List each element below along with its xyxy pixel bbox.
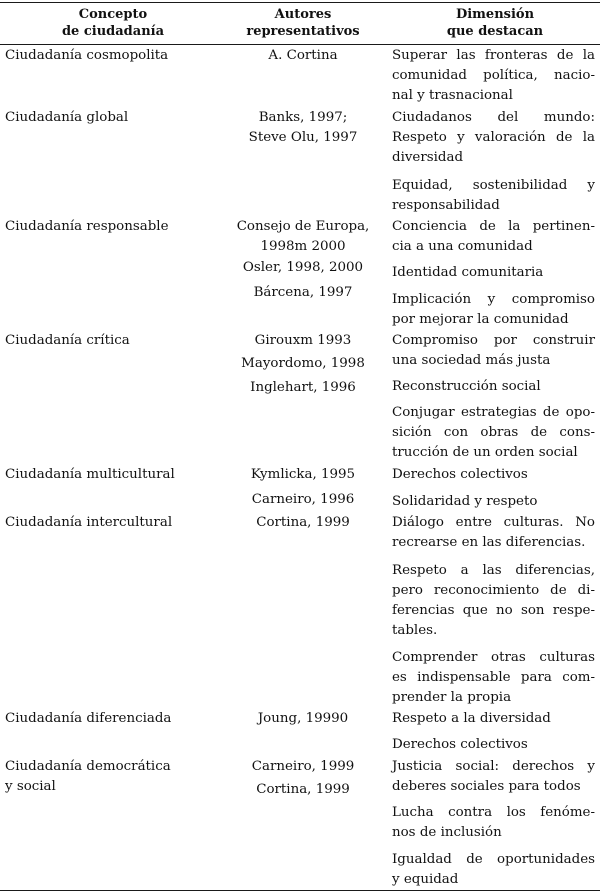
- author-cell: Carneiro, 1996: [251, 492, 355, 507]
- dimension-cell: Derechos colectivos: [392, 737, 528, 752]
- concept-cell: Ciudadanía crítica: [5, 333, 130, 348]
- dimension-cell: pero reconocimiento de di-: [392, 583, 595, 598]
- dimension-cell: Ciudadanos del mundo:: [392, 110, 595, 125]
- dimension-cell: Derechos colectivos: [392, 467, 528, 482]
- dimension-cell: sición con obras de cons-: [392, 425, 595, 440]
- author-cell: Mayordomo, 1998: [241, 356, 365, 371]
- author-cell: Carneiro, 1999: [251, 759, 355, 774]
- dimension-cell: recrearse en las diferencias.: [392, 535, 586, 550]
- concept-cell: y social: [5, 779, 56, 794]
- dimension-cell: Solidaridad y respeto: [392, 494, 538, 509]
- concept-cell: Ciudadanía multicultural: [5, 467, 175, 482]
- author-cell: Cortina, 1999: [256, 515, 350, 530]
- header-authors: Autores representativos: [246, 7, 360, 39]
- dimension-cell: Implicación y compromiso: [392, 292, 595, 307]
- concept-cell: Ciudadanía cosmopolita: [5, 48, 169, 63]
- dimension-cell: Respeto a la diversidad: [392, 711, 551, 726]
- dimension-cell: Compromiso por construir: [392, 333, 595, 348]
- dimension-cell: responsabilidad: [392, 198, 500, 213]
- dimension-cell: Conjugar estrategias de opo-: [392, 405, 595, 420]
- dimension-cell: comunidad política, nacio-: [392, 68, 595, 83]
- dimension-cell: cia a una comunidad: [392, 239, 533, 254]
- author-cell: Inglehart, 1996: [250, 380, 356, 395]
- dimension-cell: prender la propia: [392, 690, 512, 705]
- header-concept: Concepto de ciudadanía: [61, 7, 165, 39]
- dimension-cell: Comprender otras culturas: [392, 650, 595, 665]
- dimension-cell: ferencias que no son respe-: [392, 603, 595, 618]
- dimension-cell: Justicia social: derechos y: [392, 759, 595, 774]
- dimension-cell: Superar las fronteras de la: [392, 48, 595, 63]
- author-cell: Girouxm 1993: [254, 333, 352, 348]
- dimension-cell: diversidad: [392, 150, 464, 165]
- dimension-cell: nos de inclusión: [392, 825, 502, 840]
- dimension-cell: una sociedad más justa: [392, 353, 551, 368]
- header-rule: [0, 44, 600, 45]
- concept-cell: Ciudadanía responsable: [5, 219, 169, 234]
- dimension-cell: Diálogo entre culturas. No: [392, 515, 595, 530]
- concept-cell: Ciudadanía intercultural: [5, 515, 173, 530]
- dimension-cell: Lucha contra los fenóme-: [392, 805, 595, 820]
- dimension-cell: nal y trasnacional: [392, 88, 513, 103]
- dimension-cell: por mejorar la comunidad: [392, 312, 569, 327]
- author-cell: A. Cortina: [268, 48, 338, 63]
- author-cell: Osler, 1998, 2000: [242, 260, 364, 275]
- author-cell: Joung, 19990: [257, 711, 349, 726]
- concept-cell: Ciudadanía democrática: [5, 759, 171, 774]
- dimension-cell: es indispensable para com-: [392, 670, 595, 685]
- header-dimension: Dimensión que destacan: [446, 7, 544, 39]
- dimension-cell: Conciencia de la pertinen-: [392, 219, 595, 234]
- dimension-cell: Respeto a las diferencias,: [392, 563, 595, 578]
- author-cell: Cortina, 1999: [256, 782, 350, 797]
- dimension-cell: Reconstrucción social: [392, 379, 541, 394]
- author-cell: Steve Olu, 1997: [248, 130, 358, 145]
- author-cell: Bárcena, 1997: [253, 285, 353, 300]
- author-cell: 1998m 2000: [260, 239, 346, 254]
- dimension-cell: Igualdad de oportunidades: [392, 852, 595, 867]
- concept-cell: Ciudadanía global: [5, 110, 129, 125]
- dimension-cell: deberes sociales para todos: [392, 779, 581, 794]
- dimension-cell: trucción de un orden social: [392, 445, 578, 460]
- concept-cell: Ciudadanía diferenciada: [5, 711, 172, 726]
- dimension-cell: tables.: [392, 623, 438, 638]
- dimension-cell: Respeto y valoración de la: [392, 130, 595, 145]
- author-cell: Consejo de Europa,: [236, 219, 370, 234]
- dimension-cell: y equidad: [392, 872, 459, 887]
- bottom-rule: [0, 890, 600, 891]
- author-cell: Kymlicka, 1995: [250, 467, 356, 482]
- author-cell: Banks, 1997;: [258, 110, 348, 125]
- dimension-cell: Equidad, sostenibilidad y: [392, 178, 595, 193]
- top-rule: [0, 2, 600, 3]
- dimension-cell: Identidad comunitaria: [392, 265, 544, 280]
